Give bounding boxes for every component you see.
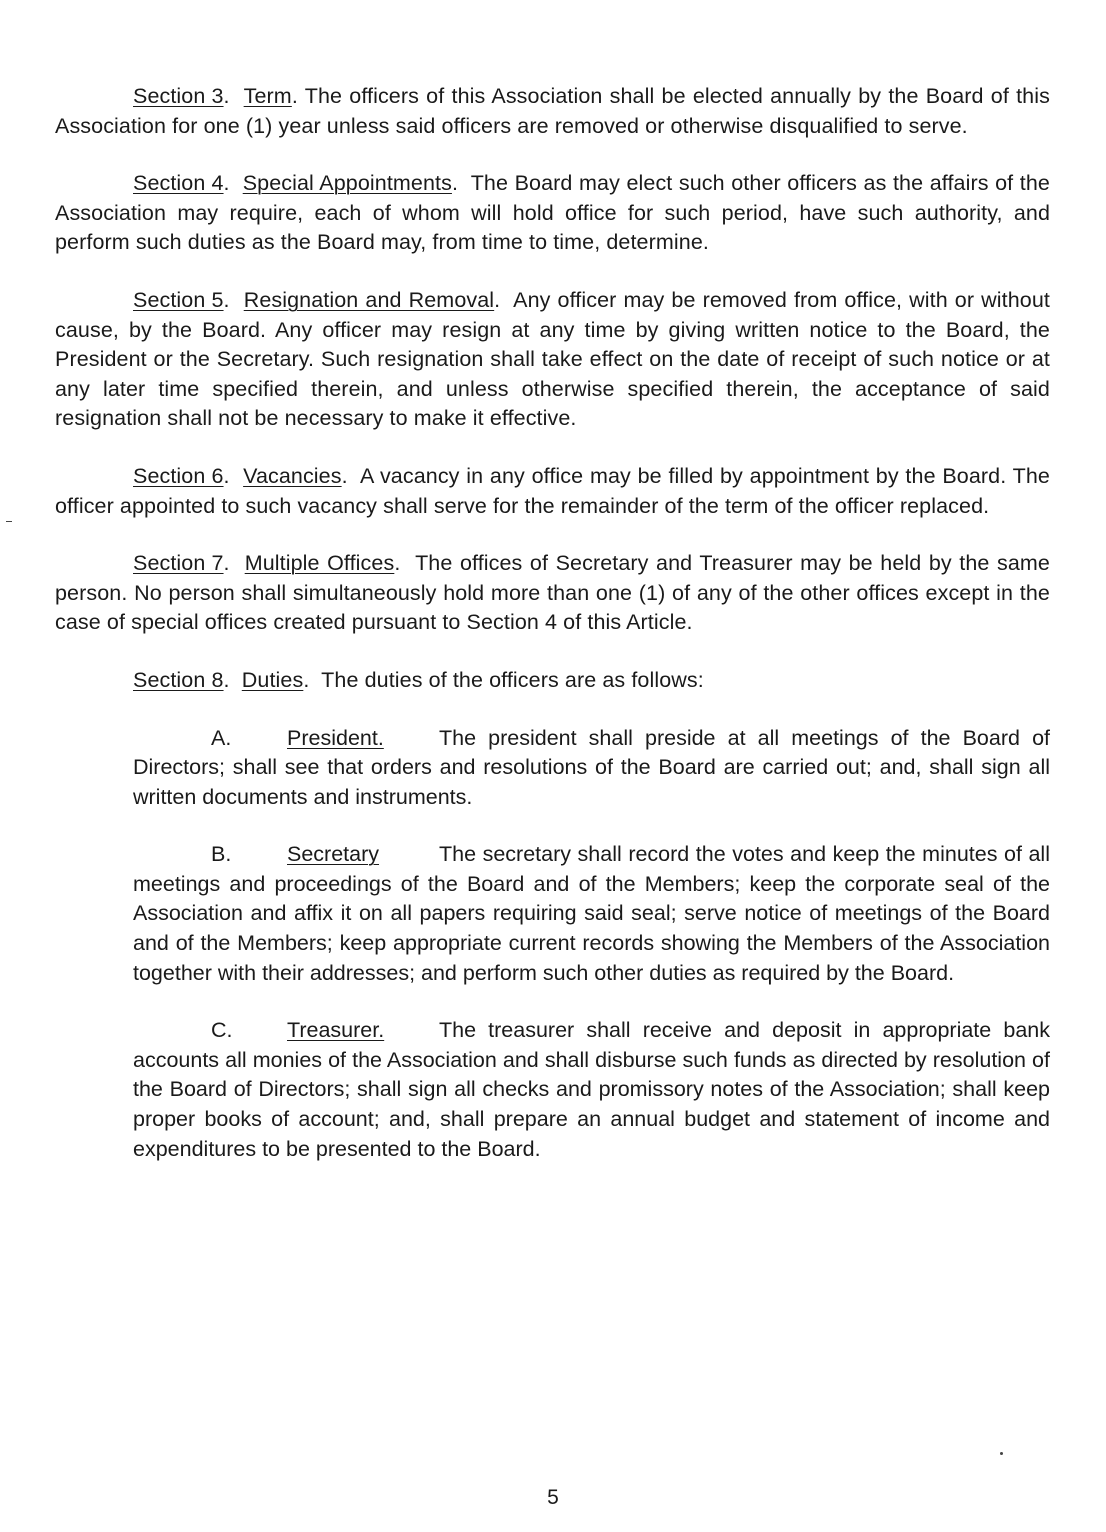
duty-text: The treasurer shall receive and deposit in appropriate bank accounts all monies of the Association and shall disburse such funds as directed by resolution of the Board of Directors; shall sign all checks and promissory notes of the Association; shall keep proper books of account; and, shall prepare an annual budget and statement of income and expenditures to be presented to the Board.: [133, 1018, 1050, 1161]
section-heading: Multiple Offices: [244, 551, 395, 576]
section-text: The officers of this Association shall be elected annually by the Board of this Association for one (1) year unless said officers are removed or otherwise disqualified to serve.: [55, 84, 1050, 138]
section-text: The duties of the officers are as follows:: [321, 667, 704, 692]
section-heading: Special Appointments: [242, 171, 452, 196]
section-number: Section 7: [133, 551, 224, 576]
duty-president: [133, 724, 1050, 813]
section-8: Section 8. Duties. The duties of the officers are as follows:: [55, 666, 1050, 696]
section-7: Section 7. Multiple Offices. The offices of Secretary and Treasurer may be held by the same person. No person shall simultaneously hold more than one (1) of any of the other offices except in the case of special offices created pursuant to Section 4 of this Article.: [55, 551, 1050, 635]
document-body: [55, 82, 1050, 1192]
section-number: Section 5: [133, 287, 224, 312]
page-number: 5: [547, 1486, 559, 1509]
duty-text: The president shall preside at all meetings of the Board of Directors; shall see that orders and resolutions of the Board are carried out; and, shall sign all written documents and instruments.: [133, 725, 1050, 809]
duty-letter: A.: [211, 725, 232, 750]
section-heading: Vacancies: [243, 463, 342, 488]
section-heading: Duties: [241, 667, 304, 692]
duty-text: The secretary shall record the votes and keep the minutes of all meetings and proceedings of the Board and of the Members; keep the corporate seal of the Association and affix it on all papers requiring said seal; serve notice of meetings of the Board and of the Members; keep appropriate current records showing the Members of the Association together with their addresses; and perform such other duties as required by the Board.: [133, 842, 1050, 985]
section-text: The Board may elect such other officers as the affairs of the Association may require, each of whom will hold office for such period, have such authority, and perform such duties as the Board may, from time to time, determine.: [55, 171, 1050, 255]
section-3: Section 3. Term. The officers of this Association shall be elected annually by the Board of this Association for one (1) year unless said officers are removed or otherwise disqualified to serve.: [55, 84, 1050, 138]
duty-letter: B.: [211, 842, 232, 867]
section-4: Section 4. Special Appointments. The Board may elect such other officers as the affairs of the Association may require, each of whom will hold office for such period, have such authority, and perform such duties as the Board may, from time to time, determine.: [55, 171, 1050, 255]
section-5: Section 5. Resignation and Removal. Any officer may be removed from office, with or without cause, by the Board. Any officer may resign at any time by giving written notice to the Board, the President or the Secretary. Such resignation shall take effect on the date of receipt of such notice or at any later time specified therein, and unless otherwise specified therein, the acceptance of said resignation shall not be necessary to make it effective.: [55, 287, 1050, 431]
duty-title: Treasurer.: [287, 1018, 385, 1043]
section-number: Section 4: [133, 171, 224, 196]
section-6: Section 6. Vacancies. A vacancy in any office may be filled by appointment by the Board. The officer appointed to such vacancy shall serve for the remainder of the term of the officer replaced.: [55, 463, 1050, 518]
section-heading: Resignation and Removal: [243, 287, 495, 312]
duty-letter: C.: [211, 1018, 233, 1043]
scan-speck: [6, 521, 12, 522]
section-text: The offices of Secretary and Treasurer may be held by the same person. No person shall simultaneously hold more than one (1) of any of the other offices except in the case of special offices created pursuant to Section 4 of this Article.: [55, 551, 1050, 635]
section-number: Section 6: [133, 463, 224, 488]
duty-title: President.: [287, 725, 384, 750]
duty-title: Secretary: [287, 842, 380, 867]
duty-treasurer: [133, 1016, 1050, 1164]
scan-speck: [1000, 1452, 1003, 1455]
section-text: Any officer may be removed from office, with or without cause, by the Board. Any officer may resign at any time by giving written notice to the Board, the President or the Secretary. Such resignation shall take effect on the date of receipt of such notice or at any later time specified therein, and unless otherwise specified therein, the acceptance of said resignation shall not be necessary to make it effective.: [55, 287, 1050, 431]
section-number: Section 3: [133, 84, 224, 108]
section-number: Section 8: [133, 667, 224, 692]
section-heading: Term: [243, 84, 292, 108]
section-text: A vacancy in any office may be filled by appointment by the Board. The officer appointed to such vacancy shall serve for the remainder of the term of the officer replaced.: [55, 463, 1050, 518]
duty-secretary: [133, 840, 1050, 988]
